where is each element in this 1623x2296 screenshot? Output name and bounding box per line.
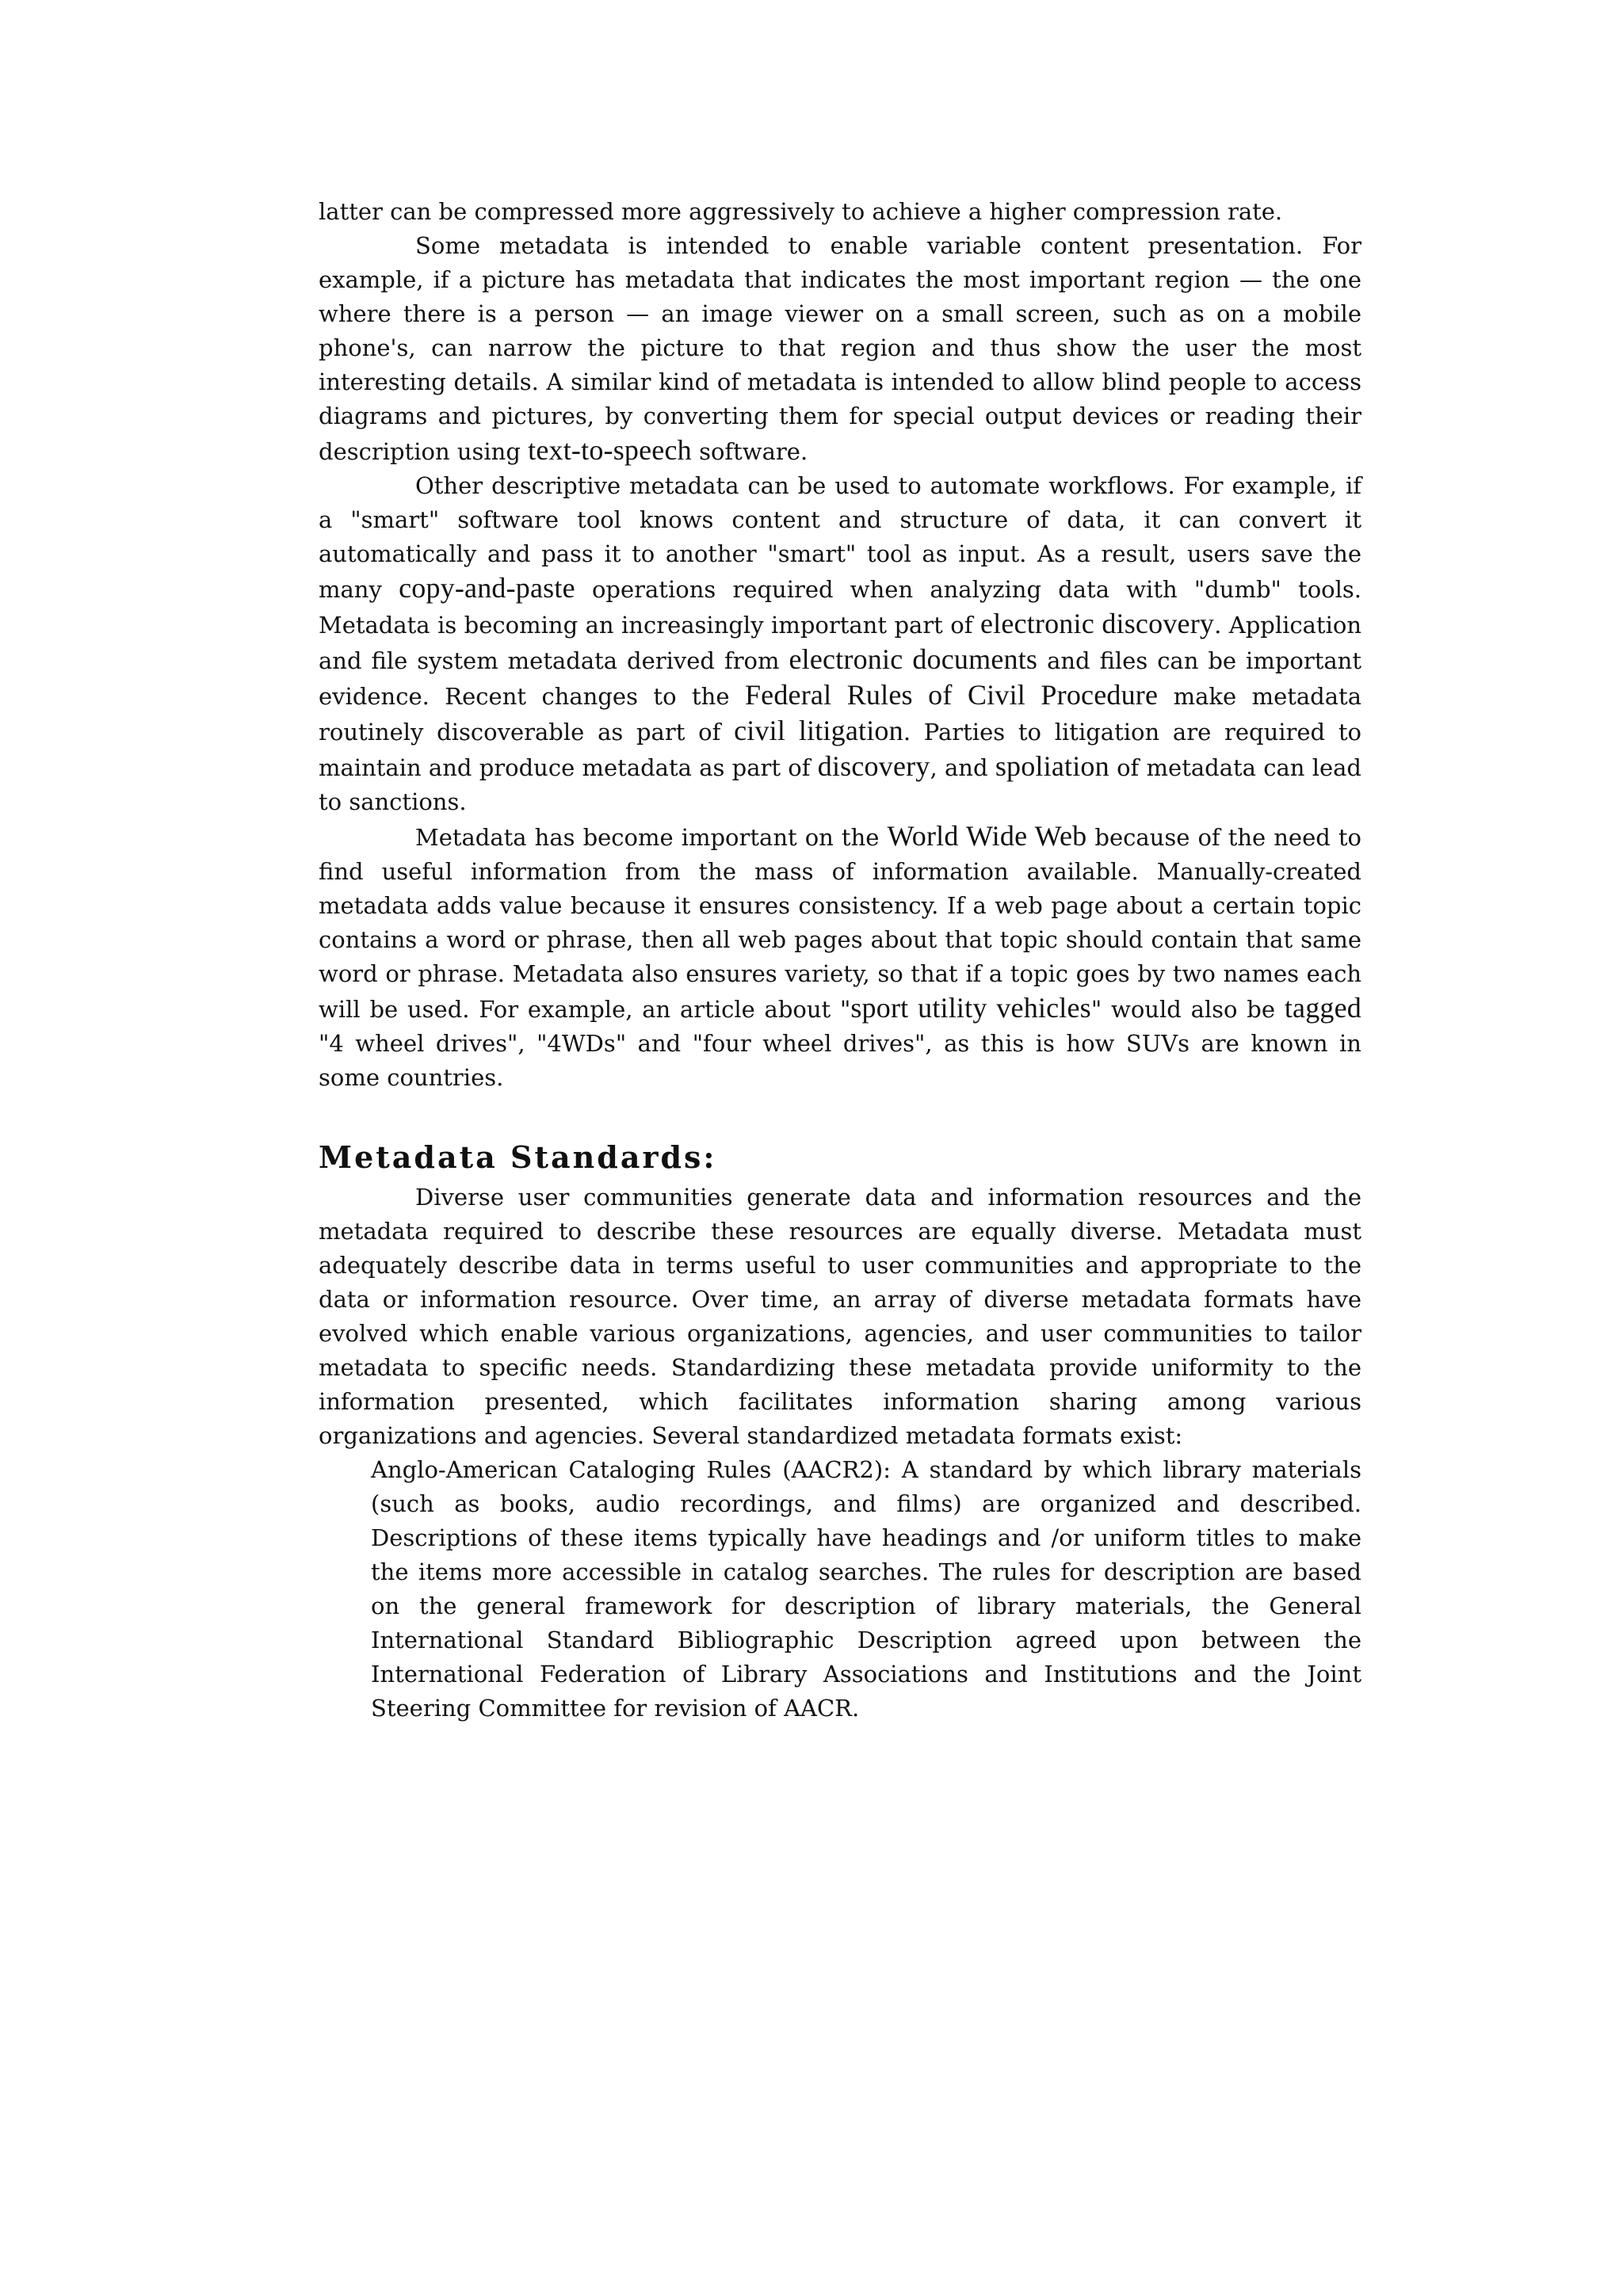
text-run: , and bbox=[930, 754, 995, 781]
term-electronic-discovery: electronic discovery bbox=[980, 608, 1215, 639]
section-heading: Metadata Standards: bbox=[319, 1139, 717, 1175]
text-run: make metadata routinely discoverable as part of bbox=[319, 683, 1361, 746]
term-electronic-documents: electronic documents bbox=[789, 643, 1038, 675]
text-run: and files can be important evidence. Recent changes to the bbox=[319, 647, 1361, 710]
text-run: operations required when analyzing data with "dumb" tools. Metadata is becoming an increasingly important part of bbox=[319, 576, 1361, 639]
document-page bbox=[319, 195, 1361, 1726]
paragraph-continuation: latter can be compressed more aggressively to achieve a higher compression rate. bbox=[319, 198, 1283, 225]
term-spoliation: spoliation bbox=[995, 750, 1109, 782]
standard-item-aacr2: Anglo-American Cataloging Rules (AACR2): A standard by which library materials (such as books, audio recordings, and films) are organized and described. Descriptions of these items typically have headings and /or uniform titles to make the items more accessible in catalog searches. The rules for description are based on the general framework for description of library materials, the General International Standard Bibliographic Description agreed upon between the International Federation of Library Associations and Institutions and the Joint Steering Committee for revision of AACR. bbox=[371, 1456, 1361, 1722]
text-run: software. bbox=[691, 438, 808, 465]
term-copy-and-paste: copy-and-paste bbox=[399, 572, 575, 604]
term-civil-litigation: civil litigation bbox=[734, 715, 903, 746]
text-run: Other descriptive metadata can be used to automate workflows. For example, if a "smart" software tool knows content and structure of data, it can convert it automatically and pass it to another "smart" tool as input. As a result, users save the many bbox=[319, 472, 1361, 603]
text-run: Some metadata is intended to enable variable content presentation. For example, if a picture has metadata that indicates the most important region — the one where there is a person — an image viewer on a small screen, such as on a mobile phone's, can narrow the picture to that region and thus show the user the most interesting details. A similar kind of metadata is intended to allow blind people to access diagrams and pictures, by converting them for special output devices or reading their description using bbox=[319, 232, 1361, 465]
term-sport-utility-vehicles: sport utility vehicles bbox=[850, 992, 1091, 1024]
paragraph-standards-intro: Diverse user communities generate data and information resources and the metadata required to describe these resources are equally diverse. Metadata must adequately describe data in terms useful to user communities and appropriate to the data or information resource. Over time, an array of diverse metadata formats have evolved which enable various organizations, agencies, and user communities to tailor metadata to specific needs. Standardizing these metadata provide uniformity to the information presented, which facilitates information sharing among various organizations and agencies. Several standardized metadata formats exist: bbox=[319, 1184, 1361, 1449]
text-run: of metadata can lead to sanctions. bbox=[319, 754, 1361, 815]
paragraph-workflows bbox=[319, 469, 1361, 819]
term-world-wide-web: World Wide Web bbox=[887, 820, 1087, 852]
text-run: . Application and file system metadata derived from bbox=[319, 612, 1361, 674]
term-text-to-speech: text-to-speech bbox=[528, 434, 692, 466]
text-run: " would also be bbox=[1090, 996, 1285, 1023]
text-run: "4 wheel drives", "4WDs" and "four wheel drives", as this is how SUVs are known in some countries. bbox=[319, 1030, 1361, 1091]
term-discovery: discovery bbox=[817, 750, 930, 782]
text-run: Metadata has become important on the bbox=[415, 824, 888, 851]
text-run: because of the need to find useful information from the mass of information available. Manually-created metadata adds value because it ensures consistency. If a web page about a certain topic contains a word or phrase, then all web pages about that topic should contain that same word or phrase. Metadata also ensures variety, so that if a topic goes by two names each will be used. For example, an article about " bbox=[319, 824, 1361, 1023]
term-federal-rules: Federal Rules of Civil Procedure bbox=[744, 679, 1159, 711]
text-run: . Parties to litigation are required to maintain and produce metadata as part of bbox=[319, 719, 1361, 781]
paragraph-world-wide-web bbox=[319, 819, 1361, 1095]
paragraph-variable-presentation bbox=[319, 229, 1361, 469]
term-tagged: tagged bbox=[1284, 992, 1361, 1024]
